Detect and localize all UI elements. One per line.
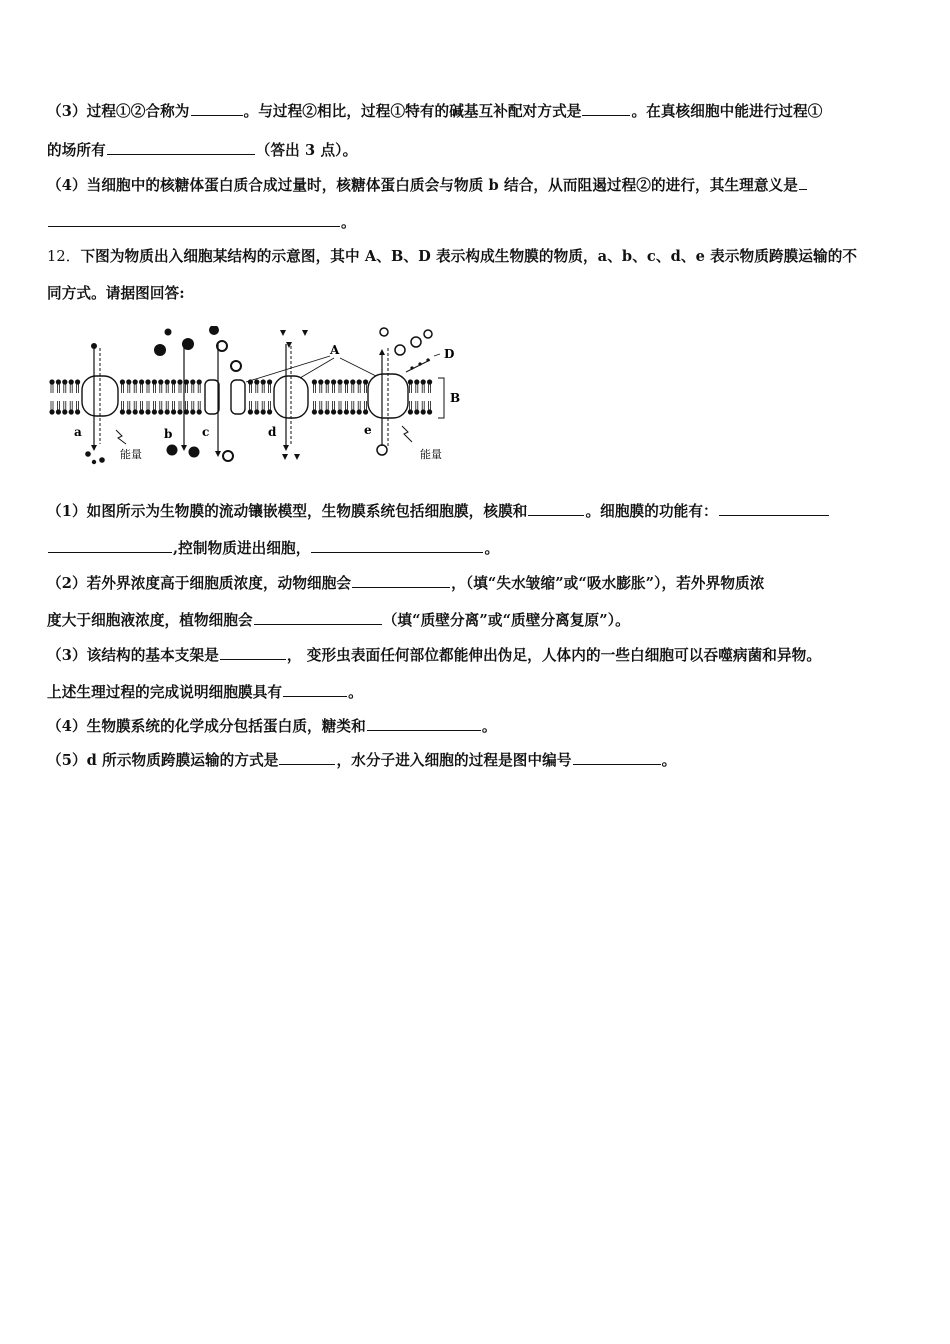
membrane-diagram bbox=[46, 326, 466, 466]
phospholipid-top bbox=[331, 379, 336, 393]
answer-blank[interactable] bbox=[107, 140, 255, 155]
text: （填“质壁分离”或“质壁分离复原”）。 bbox=[382, 612, 630, 629]
phospholipid-bottom bbox=[312, 401, 317, 415]
phospholipid-top bbox=[69, 379, 74, 393]
phospholipid-bottom bbox=[325, 401, 330, 415]
phospholipid-top bbox=[344, 379, 349, 393]
q12-part1-line2 bbox=[47, 538, 907, 559]
text: ，水分子进入细胞的过程是图中编号 bbox=[336, 752, 572, 769]
label-energy-2: 能量 bbox=[420, 448, 442, 461]
phospholipid-top bbox=[49, 379, 54, 393]
phospholipid-bottom bbox=[254, 401, 259, 415]
text: （2）若外界浓度高于细胞质浓度，动物细胞会 bbox=[47, 575, 352, 592]
phospholipid-bottom bbox=[331, 401, 336, 415]
text: （3）过程①②合称为 bbox=[47, 103, 190, 120]
text: （4）生物膜系统的化学成分包括蛋白质，糖类和 bbox=[47, 718, 366, 735]
phospholipid-bottom bbox=[350, 401, 355, 415]
phospholipid-bottom bbox=[248, 401, 253, 415]
phospholipid-top bbox=[312, 379, 317, 393]
phospholipid-bottom bbox=[69, 401, 74, 415]
phospholipid-top bbox=[152, 379, 157, 393]
phospholipid-top bbox=[261, 379, 266, 393]
q11-part3-line1 bbox=[47, 101, 907, 122]
answer-blank[interactable] bbox=[283, 682, 347, 697]
phospholipid-bottom bbox=[267, 401, 272, 415]
text: （3）该结构的基本支架是 bbox=[47, 647, 219, 664]
phospholipid-top bbox=[56, 379, 61, 393]
phospholipid-bottom bbox=[177, 401, 182, 415]
answer-blank[interactable] bbox=[573, 750, 661, 765]
phospholipid-bottom bbox=[190, 401, 195, 415]
phospholipid-top bbox=[318, 379, 323, 393]
text: 度大于细胞液浓度，植物细胞会 bbox=[47, 612, 253, 629]
answer-blank[interactable] bbox=[352, 573, 450, 588]
phospholipid-top bbox=[325, 379, 330, 393]
answer-blank[interactable] bbox=[719, 501, 829, 516]
q11-part4-line1 bbox=[47, 175, 907, 196]
phospholipid-top bbox=[62, 379, 67, 393]
text: 。 bbox=[341, 214, 356, 231]
phospholipid-bottom bbox=[49, 401, 54, 415]
phospholipid-bottom bbox=[421, 401, 426, 415]
answer-blank[interactable] bbox=[279, 750, 335, 765]
text: 。 bbox=[481, 718, 497, 735]
phospholipid-top bbox=[337, 379, 342, 393]
question-number: 12． bbox=[47, 248, 81, 265]
phospholipid-top bbox=[133, 379, 138, 393]
phospholipid-bottom bbox=[120, 401, 125, 415]
text: （答出 3 点）。 bbox=[255, 142, 358, 159]
phospholipid-bottom bbox=[197, 401, 202, 415]
phospholipid-bottom bbox=[145, 401, 150, 415]
answer-blank[interactable] bbox=[799, 175, 807, 190]
answer-blank[interactable] bbox=[311, 538, 483, 553]
text: 。在真核细胞中能进行过程① bbox=[631, 103, 823, 120]
phospholipid-top bbox=[197, 379, 202, 393]
phospholipid-top bbox=[165, 379, 170, 393]
label-c: c bbox=[202, 425, 210, 439]
q11-part3-line2 bbox=[47, 140, 907, 161]
phospholipid-bottom bbox=[139, 401, 144, 415]
q12-part3-line1 bbox=[47, 645, 907, 666]
text: ， 变形虫表面任何部位都能伸出伪足，人体内的一些白细胞可以吞噬病菌和异物。 bbox=[286, 647, 822, 664]
phospholipid-bottom bbox=[414, 401, 419, 415]
text: ，（填“失水皱缩”或“吸水膨胀”），若外界物质浓 bbox=[451, 575, 765, 592]
text: 。细胞膜的功能有： bbox=[585, 503, 718, 520]
q12-part2-line2 bbox=[47, 610, 907, 631]
phospholipid-top bbox=[158, 379, 163, 393]
text: 下图为物质出入细胞某结构的示意图，其中 A、B、D 表示构成生物膜的物质，a、b、c、d、e 表示物质跨膜运输的不 bbox=[80, 248, 858, 265]
answer-blank[interactable] bbox=[48, 212, 340, 227]
phospholipid-top bbox=[414, 379, 419, 393]
text: （5）d 所示物质跨膜运输的方式是 bbox=[47, 752, 279, 769]
label-e: e bbox=[364, 423, 372, 437]
phospholipid-top bbox=[126, 379, 131, 393]
text: 的场所有 bbox=[47, 142, 106, 159]
label-energy-1: 能量 bbox=[120, 448, 142, 461]
label-d: d bbox=[268, 425, 277, 439]
phospholipid-bottom bbox=[171, 401, 176, 415]
phospholipid-bottom bbox=[261, 401, 266, 415]
phospholipid-top bbox=[350, 379, 355, 393]
phospholipid-bottom bbox=[427, 401, 432, 415]
label-b: b bbox=[164, 427, 173, 441]
text: （1）如图所示为生物膜的流动镶嵌模型，生物膜系统包括细胞膜，核膜和 bbox=[47, 503, 528, 520]
label-a: a bbox=[74, 425, 82, 439]
label-D: D bbox=[444, 347, 455, 361]
answer-blank[interactable] bbox=[220, 645, 286, 660]
phospholipid-bottom bbox=[152, 401, 157, 415]
phospholipid-bottom bbox=[56, 401, 61, 415]
q12-part4-line bbox=[47, 716, 907, 737]
phospholipid-bottom bbox=[158, 401, 163, 415]
text: ,控制物质进出细胞， bbox=[173, 540, 311, 557]
text: （4）当细胞中的核糖体蛋白质合成过量时，核糖体蛋白质会与物质 b 结合，从而阻遏过程②的进行，其生理意义是 bbox=[47, 177, 798, 194]
answer-blank[interactable] bbox=[254, 610, 382, 625]
q12-intro-line1 bbox=[47, 247, 907, 267]
phospholipid-top bbox=[139, 379, 144, 393]
phospholipid-top bbox=[171, 379, 176, 393]
answer-blank[interactable] bbox=[191, 101, 243, 116]
q12-part1-line1 bbox=[47, 501, 907, 522]
answer-blank[interactable] bbox=[528, 501, 584, 516]
phospholipid-top bbox=[190, 379, 195, 393]
phospholipid-top bbox=[177, 379, 182, 393]
phospholipid-top bbox=[427, 379, 432, 393]
phospholipid-top bbox=[120, 379, 125, 393]
q12-part5-line bbox=[47, 750, 907, 771]
text: 上述生理过程的完成说明细胞膜具有 bbox=[47, 684, 283, 701]
phospholipid-top bbox=[421, 379, 426, 393]
q12-part3-line2 bbox=[47, 682, 907, 703]
answer-blank[interactable] bbox=[367, 716, 481, 731]
phospholipid-top bbox=[357, 379, 362, 393]
answer-blank[interactable] bbox=[582, 101, 630, 116]
phospholipid-bottom bbox=[165, 401, 170, 415]
text: 。与过程②相比，过程①特有的碱基互补配对方式是 bbox=[243, 103, 582, 120]
text: 同方式。请据图回答: bbox=[47, 285, 185, 302]
phospholipid-bottom bbox=[75, 401, 80, 415]
label-B: B bbox=[450, 391, 461, 405]
phospholipid-bottom bbox=[126, 401, 131, 415]
phospholipid-bottom bbox=[318, 401, 323, 415]
phospholipid-bottom bbox=[344, 401, 349, 415]
phospholipid-bottom bbox=[357, 401, 362, 415]
protein-b bbox=[205, 380, 219, 414]
phospholipid-top bbox=[267, 379, 272, 393]
q12-intro-line2 bbox=[47, 284, 907, 304]
q12-part2-line1 bbox=[47, 573, 907, 594]
answer-blank[interactable] bbox=[48, 538, 172, 553]
phospholipid-top bbox=[75, 379, 80, 393]
phospholipid-bottom bbox=[337, 401, 342, 415]
phospholipid-bottom bbox=[133, 401, 138, 415]
text: 。 bbox=[661, 752, 677, 769]
text: 。 bbox=[348, 684, 363, 701]
label-A: A bbox=[330, 343, 340, 357]
q11-part4-line2 bbox=[47, 212, 907, 233]
phospholipid-top bbox=[145, 379, 150, 393]
phospholipid-top bbox=[254, 379, 259, 393]
text: 。 bbox=[484, 540, 500, 557]
phospholipid-bottom bbox=[62, 401, 67, 415]
protein-c bbox=[231, 380, 245, 414]
